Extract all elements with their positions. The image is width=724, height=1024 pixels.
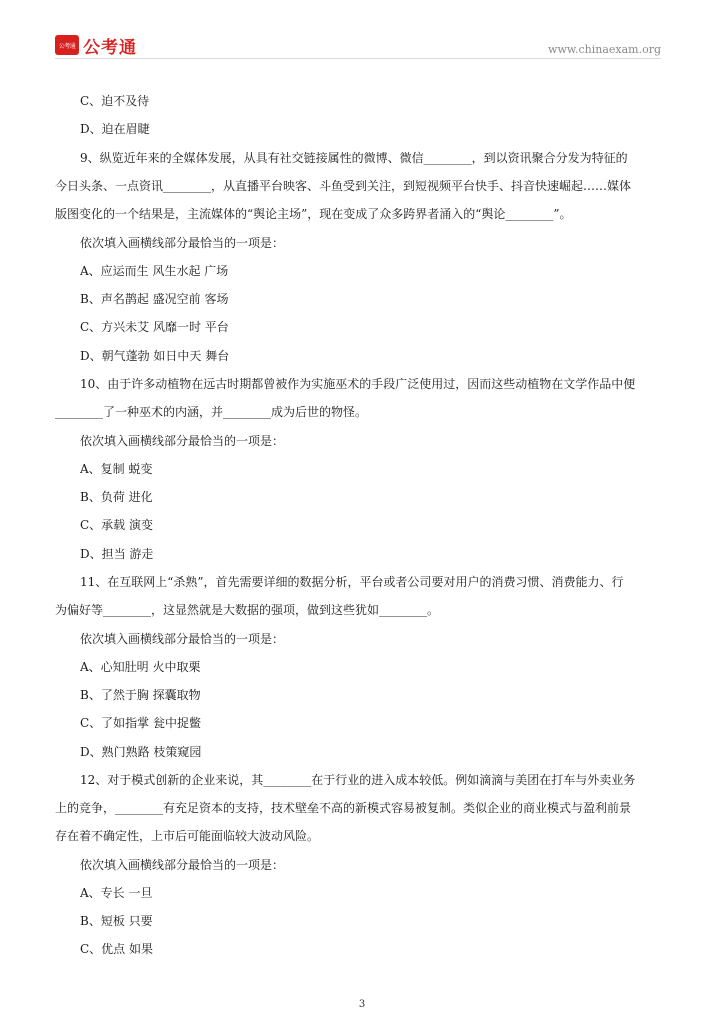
option-line: B、短板 只要 (80, 914, 153, 928)
option-line: A、应运而生 风生水起 广场 (80, 264, 229, 278)
question-9-cont: 今日头条、一点资讯________，从直播平台映客、斗鱼受到关注，到短视频平台快手、抖音快速崛起……媒体 (55, 179, 632, 193)
option-line: A、专长 一旦 (80, 886, 153, 900)
instruction: 依次填入画横线部分最恰当的一项是： (80, 632, 285, 646)
question-12-cont: 上的竞争，________有充足资本的支持，技术壁垒不高的新模式容易被复制。类似企业的商业模式与盈利前景 (55, 801, 632, 815)
instruction: 依次填入画横线部分最恰当的一项是： (80, 236, 285, 250)
logo-mark: 公考通 (55, 35, 79, 55)
option-line: A、心知肚明 火中取栗 (80, 660, 201, 674)
option-line: D、朝气蓬勃 如日中天 舞台 (80, 349, 230, 363)
option-line: C、方兴未艾 风靡一时 平台 (80, 320, 229, 334)
question-12: 12、对于模式创新的企业来说，其________在于行业的进入成本较低。例如滴滴与美团在打车与外卖业务 (80, 773, 636, 787)
question-11: 11、在互联网上“杀熟”，首先需要详细的数据分析，平台或者公司要对用户的消费习惯、消费能力、行 (80, 575, 624, 589)
instruction: 依次填入画横线部分最恰当的一项是： (80, 434, 285, 448)
logo (55, 33, 137, 57)
question-9-cont: 版图变化的一个结果是，主流媒体的“舆论主场”，现在变成了众多跨界者涌入的“舆论________”。 (55, 207, 572, 221)
page-number: 3 (358, 999, 366, 1010)
header-divider (55, 58, 661, 59)
option-line: C、迫不及待 (80, 94, 150, 108)
question-12-cont: 存在着不确定性，上市后可能面临较大波动风险。 (55, 829, 320, 843)
question-11-cont: 为偏好等________，这显然就是大数据的强项，做到这些犹如________。 (55, 603, 440, 617)
option-line: D、担当 游走 (80, 547, 154, 561)
question-10: 10、由于许多动植物在远古时期都曾被作为实施巫术的手段广泛使用过，因而这些动植物在文学作品中便 (80, 377, 636, 391)
option-line: C、承载 演变 (80, 518, 153, 532)
option-line: B、了然于胸 探囊取物 (80, 688, 201, 702)
site-url: www.chinaexam.org (548, 43, 661, 56)
instruction: 依次填入画横线部分最恰当的一项是： (80, 858, 285, 872)
page-header (55, 33, 661, 59)
option-line: D、迫在眉睫 (80, 122, 150, 136)
option-line: A、复制 蜕变 (80, 462, 153, 476)
option-line: D、熟门熟路 枝策窥园 (80, 745, 202, 759)
option-line: B、声名鹊起 盛况空前 客场 (80, 292, 229, 306)
option-line: C、优点 如果 (80, 942, 153, 956)
option-line: C、了如指掌 瓮中捉鳖 (80, 716, 201, 730)
option-line: B、负荷 进化 (80, 490, 153, 504)
logo-text: 公考通 (83, 37, 137, 58)
question-10-cont: ________了一种巫术的内涵，并________成为后世的物怪。 (55, 405, 368, 419)
question-9: 9、纵览近年来的全媒体发展，从具有社交链接属性的微博、微信________，到以资讯聚合分发为特征的 (80, 151, 628, 165)
